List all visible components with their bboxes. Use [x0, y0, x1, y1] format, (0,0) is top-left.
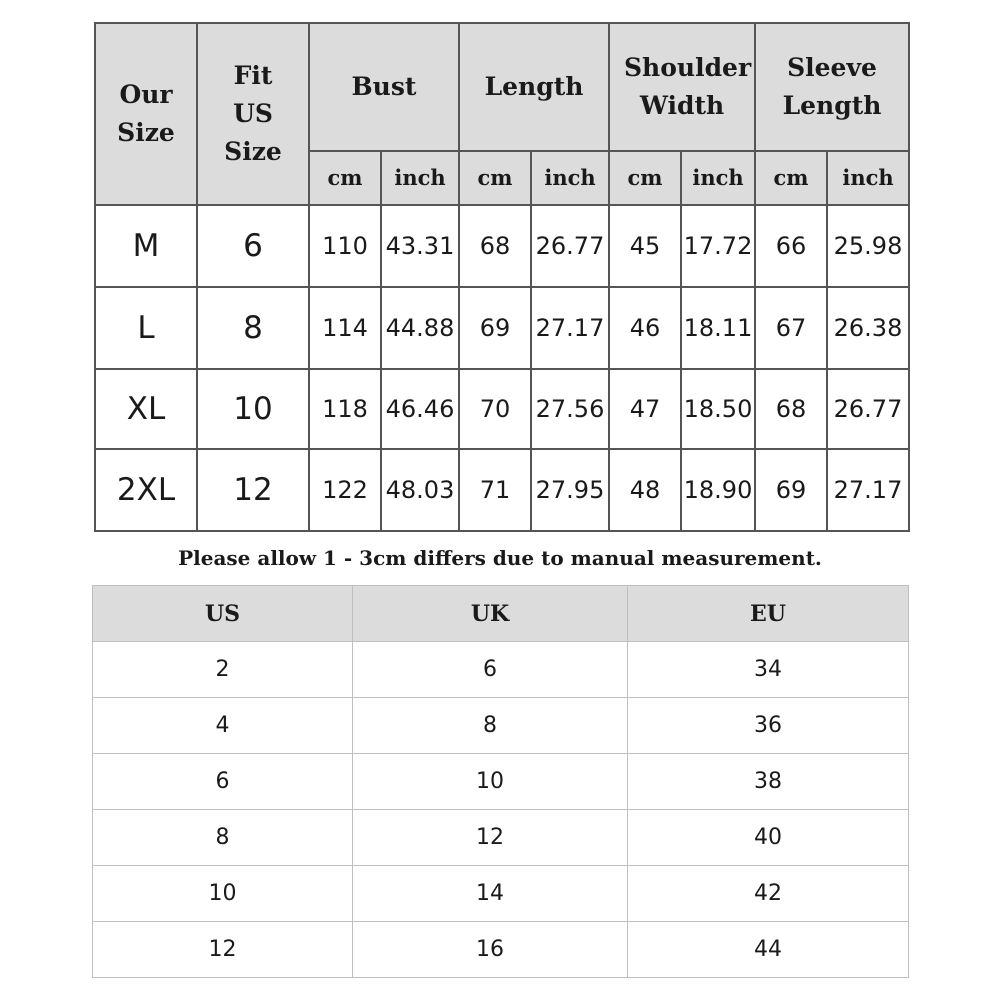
- length-inch-cell: 27.56: [531, 369, 609, 449]
- unit-header: inch: [381, 151, 459, 205]
- size-chart-table: [94, 22, 910, 532]
- sleeve-inch-cell: 27.17: [827, 449, 909, 531]
- unit-header: cm: [755, 151, 827, 205]
- sleeve-cm-cell: 66: [755, 205, 827, 287]
- us-size-cell: 6: [197, 205, 309, 287]
- our-size-cell: L: [95, 287, 197, 369]
- uk-cell: 12: [353, 810, 628, 866]
- us-size-cell: 12: [197, 449, 309, 531]
- uk-cell: 8: [353, 698, 628, 754]
- bust-inch-cell: 48.03: [381, 449, 459, 531]
- our-size-cell: M: [95, 205, 197, 287]
- unit-header: cm: [609, 151, 681, 205]
- us-cell: 4: [93, 698, 353, 754]
- conversion-row: [93, 698, 909, 754]
- shoulder-cm-cell: 48: [609, 449, 681, 531]
- sleeve-inch-cell: 26.77: [827, 369, 909, 449]
- us-cell: 10: [93, 866, 353, 922]
- conversion-row: [93, 922, 909, 978]
- eu-cell: 40: [628, 810, 909, 866]
- eu-cell: 34: [628, 642, 909, 698]
- size-row: [95, 449, 909, 531]
- eu-cell: 42: [628, 866, 909, 922]
- uk-cell: 6: [353, 642, 628, 698]
- length-cm-cell: 68: [459, 205, 531, 287]
- uk-cell: 14: [353, 866, 628, 922]
- shoulder-cm-cell: 47: [609, 369, 681, 449]
- eu-header: EU: [628, 586, 909, 642]
- us-cell: 12: [93, 922, 353, 978]
- measurement-note: Please allow 1 - 3cm differs due to manual measurement.: [178, 546, 822, 570]
- sleeve-cm-cell: 68: [755, 369, 827, 449]
- unit-header: cm: [309, 151, 381, 205]
- uk-header: UK: [353, 586, 628, 642]
- sleeve-cm-cell: 67: [755, 287, 827, 369]
- length-cm-cell: 71: [459, 449, 531, 531]
- us-cell: 2: [93, 642, 353, 698]
- unit-header: inch: [827, 151, 909, 205]
- us-header: US: [93, 586, 353, 642]
- bust-inch-cell: 43.31: [381, 205, 459, 287]
- unit-header: inch: [681, 151, 755, 205]
- eu-cell: 36: [628, 698, 909, 754]
- conversion-row: [93, 810, 909, 866]
- us-cell: 6: [93, 754, 353, 810]
- us-size-cell: 8: [197, 287, 309, 369]
- size-row: [95, 205, 909, 287]
- unit-header: inch: [531, 151, 609, 205]
- bust-header: Bust: [309, 23, 459, 151]
- length-header: Length: [459, 23, 609, 151]
- length-inch-cell: 27.95: [531, 449, 609, 531]
- sleeve-inch-cell: 25.98: [827, 205, 909, 287]
- shoulder-cm-cell: 45: [609, 205, 681, 287]
- length-cm-cell: 70: [459, 369, 531, 449]
- shoulder-inch-cell: 18.50: [681, 369, 755, 449]
- shoulder-cm-cell: 46: [609, 287, 681, 369]
- bust-cm-cell: 122: [309, 449, 381, 531]
- bust-cm-cell: 118: [309, 369, 381, 449]
- length-inch-cell: 26.77: [531, 205, 609, 287]
- size-row: [95, 287, 909, 369]
- our-size-cell: 2XL: [95, 449, 197, 531]
- eu-cell: 44: [628, 922, 909, 978]
- size-conversion-table: [92, 585, 909, 978]
- uk-cell: 16: [353, 922, 628, 978]
- our-size-header: Our Size: [95, 23, 197, 205]
- conversion-row: [93, 754, 909, 810]
- sleeve-cm-cell: 69: [755, 449, 827, 531]
- eu-cell: 38: [628, 754, 909, 810]
- fit-us-size-header: Fit US Size: [197, 23, 309, 205]
- us-cell: 8: [93, 810, 353, 866]
- sleeve-length-header: Sleeve Length: [755, 23, 909, 151]
- bust-cm-cell: 114: [309, 287, 381, 369]
- bust-cm-cell: 110: [309, 205, 381, 287]
- bust-inch-cell: 44.88: [381, 287, 459, 369]
- shoulder-inch-cell: 18.90: [681, 449, 755, 531]
- us-size-cell: 10: [197, 369, 309, 449]
- shoulder-width-header: Shoulder Width: [609, 23, 755, 151]
- size-row: [95, 369, 909, 449]
- unit-header: cm: [459, 151, 531, 205]
- length-inch-cell: 27.17: [531, 287, 609, 369]
- conversion-row: [93, 642, 909, 698]
- length-cm-cell: 69: [459, 287, 531, 369]
- sleeve-inch-cell: 26.38: [827, 287, 909, 369]
- bust-inch-cell: 46.46: [381, 369, 459, 449]
- our-size-cell: XL: [95, 369, 197, 449]
- conversion-row: [93, 866, 909, 922]
- shoulder-inch-cell: 17.72: [681, 205, 755, 287]
- shoulder-inch-cell: 18.11: [681, 287, 755, 369]
- uk-cell: 10: [353, 754, 628, 810]
